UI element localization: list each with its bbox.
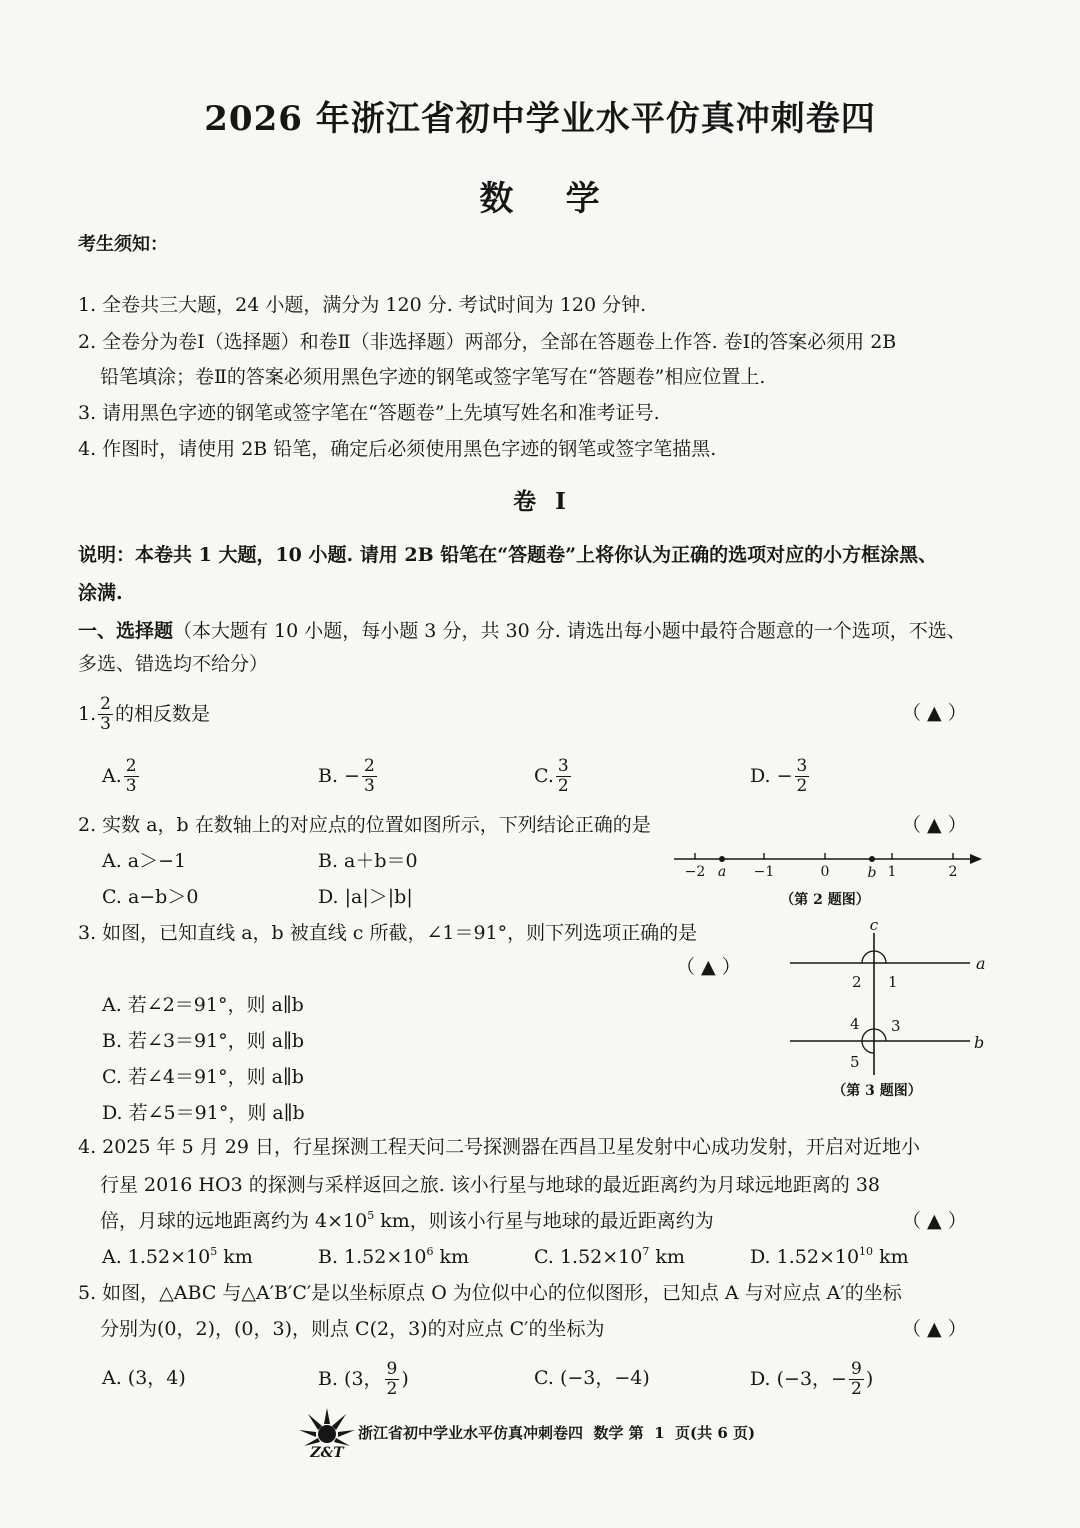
q5-option-b-pre: B. (3， xyxy=(318,1367,383,1390)
q1-option-a xyxy=(102,752,141,800)
q1-option-d-den: 2 xyxy=(796,775,808,796)
q4-option-a-post: km xyxy=(217,1246,253,1268)
q5-line-1: 5. 如图，△ABC 与△A′B′C′是以坐标原点 O 为位似中心的位似图形，已知点 A 与对应点 A′的坐标 xyxy=(78,1282,902,1304)
q2-point-b xyxy=(869,856,875,862)
exam-title: 2026 年浙江省初中学业水平仿真冲刺卷四 xyxy=(204,99,876,139)
q2-answer-mark: （ ▲ ） xyxy=(902,814,967,836)
notice-item-3: 3. 请用黑色字迹的钢笔或签字笔在“答题卷”上先填写姓名和准考证号. xyxy=(78,402,660,424)
volume-title: 卷 Ⅰ xyxy=(513,488,567,515)
q4-option-b-pre: B. 1.52×10 xyxy=(318,1246,427,1268)
q1-option-b-num: 2 xyxy=(363,755,375,776)
q2-number-line-figure xyxy=(660,840,990,910)
q1-frac-den: 3 xyxy=(100,713,111,734)
footer-logo-text: Z&T xyxy=(310,1445,344,1460)
q1-option-c-den: 2 xyxy=(557,775,569,796)
q2-option-d: D. |a|＞|b| xyxy=(318,886,413,908)
q2-label-minus2: −2 xyxy=(684,864,706,880)
volume-desc-2: 涂满. xyxy=(78,582,123,604)
q5-option-b xyxy=(318,1356,409,1402)
q1-option-b-frac xyxy=(362,757,377,795)
notice-heading: 考生须知： xyxy=(78,234,168,255)
q1-option-b xyxy=(318,752,379,800)
q4-line-2: 行星 2016 HO3 的探测与采样返回之旅. 该小行星与地球的最近距离约为月球远地距离的 38 xyxy=(100,1174,881,1196)
q5-option-d-num: 9 xyxy=(850,1358,862,1379)
q1-stem xyxy=(78,690,210,738)
q2-stem: 2. 实数 a，b 在数轴上的对应点的位置如图所示，下列结论正确的是 xyxy=(78,814,651,836)
q5-option-d-den: 2 xyxy=(850,1378,862,1399)
q4-line-3-exp: 5 xyxy=(367,1209,375,1222)
volume-desc-1: 说明：本卷共 1 大题，10 小题. 请用 2B 铅笔在“答题卷”上将你认为正确的选项对应的小方框涂黑、 xyxy=(78,544,938,566)
q1-option-a-den: 3 xyxy=(125,775,137,796)
q3-angle-arc-bottom-lower xyxy=(862,1041,874,1053)
q2-label-a: a xyxy=(717,864,727,880)
q1-option-d-num: 3 xyxy=(796,755,808,776)
q4-line-3 xyxy=(100,1209,714,1232)
q1-number: 1. xyxy=(78,702,97,725)
q4-option-b-post: km xyxy=(433,1246,470,1268)
q4-option-a xyxy=(102,1245,253,1268)
q1-option-c-label: C. xyxy=(534,764,554,787)
q2-label-0: 0 xyxy=(820,864,830,880)
q1-option-d-label: D. xyxy=(750,764,771,787)
q3-label-c: c xyxy=(869,916,879,934)
q2-label-2: 2 xyxy=(948,864,958,880)
q3-angle-1: 1 xyxy=(888,973,898,991)
q3-angle-3: 3 xyxy=(891,1017,901,1035)
footer-text: 浙江省初中学业水平仿真冲刺卷四 数学 第 1 页(共 6 页) xyxy=(358,1424,756,1442)
q2-option-c: C. a−b＞0 xyxy=(102,886,199,908)
q4-answer-mark: （ ▲ ） xyxy=(902,1210,967,1232)
q1-option-c xyxy=(534,752,573,800)
q1-answer-mark: （ ▲ ） xyxy=(902,702,967,724)
q5-option-d-pre: D. (−3，− xyxy=(750,1367,847,1390)
q4-option-c-exp: 7 xyxy=(642,1245,650,1258)
q4-option-a-exp: 5 xyxy=(210,1245,218,1258)
q3-option-d: D. 若∠5＝91°，则 a∥b xyxy=(102,1102,305,1124)
q2-label-minus1: −1 xyxy=(753,864,775,880)
q1-option-b-den: 3 xyxy=(363,775,375,796)
q1-option-a-label: A. xyxy=(102,764,122,787)
q3-answer-mark: （ ▲ ） xyxy=(676,956,741,978)
q3-option-b: B. 若∠3＝91°，则 a∥b xyxy=(102,1030,305,1052)
q4-line-1: 4. 2025 年 5 月 29 日，行星探测工程天问二号探测器在西昌卫星发射中心成功发射，开启对近地小 xyxy=(78,1136,920,1158)
q1-frac-num: 2 xyxy=(100,693,111,714)
q4-option-c-post: km xyxy=(649,1246,685,1268)
q2-figure-caption: （第 2 题图） xyxy=(780,892,870,908)
q3-angle-5: 5 xyxy=(850,1053,860,1071)
q1-option-a-num: 2 xyxy=(125,755,137,776)
q4-option-b xyxy=(318,1245,470,1268)
q2-label-1: 1 xyxy=(887,864,897,880)
section1-desc-1: （本大题有 10 小题，每小题 3 分，共 30 分. 请选出每小题中最符合题意的一个选项，不选、 xyxy=(173,620,966,642)
q4-line-3-pre: 倍，月球的远地距离约为 4×10 xyxy=(100,1210,368,1232)
q4-option-c-pre: C. 1.52×10 xyxy=(534,1246,643,1268)
q1-option-b-label: B. xyxy=(318,764,339,787)
q4-option-d xyxy=(750,1245,909,1268)
q5-option-b-post: ) xyxy=(401,1367,409,1390)
q1-option-a-frac xyxy=(124,757,139,795)
q1-option-c-frac xyxy=(556,757,571,795)
q2-label-b: b xyxy=(867,865,877,881)
q4-option-a-pre: A. 1.52×10 xyxy=(102,1246,211,1268)
q1-option-c-num: 3 xyxy=(557,755,569,776)
q3-figure-caption: （第 3 题图） xyxy=(832,1083,922,1099)
q4-option-b-exp: 6 xyxy=(426,1245,434,1258)
q4-option-c xyxy=(534,1245,685,1268)
q2-axis-arrow xyxy=(970,854,982,864)
q5-option-d xyxy=(750,1356,873,1402)
q5-option-d-frac xyxy=(849,1360,864,1398)
q3-label-b: b xyxy=(974,1033,985,1052)
q3-option-a: A. 若∠2＝91°，则 a∥b xyxy=(102,994,304,1016)
q1-text: 的相反数是 xyxy=(114,702,210,725)
subject-title: 数 学 xyxy=(479,179,601,219)
q2-option-a: A. a＞−1 xyxy=(102,850,187,872)
q3-parallel-lines-figure xyxy=(780,915,1000,1105)
q5-option-b-num: 9 xyxy=(386,1358,398,1379)
notice-item-4: 4. 作图时，请使用 2B 铅笔，确定后必须使用黑色字迹的钢笔或签字笔描黑. xyxy=(78,438,717,460)
q1-option-d xyxy=(750,752,811,800)
q4-line-3-post: km，则该小行星与地球的最近距离约为 xyxy=(374,1210,714,1232)
q1-option-d-frac xyxy=(795,757,810,795)
q3-angle-4: 4 xyxy=(850,1015,860,1033)
q5-option-b-den: 2 xyxy=(386,1378,398,1399)
notice-item-1: 1. 全卷共三大题，24 小题，满分为 120 分. 考试时间为 120 分钟. xyxy=(78,294,647,316)
q5-line-2: 分别为(0，2)，(0，3)，则点 C(2，3)的对应点 C′的坐标为 xyxy=(100,1318,605,1340)
q4-option-d-exp: 10 xyxy=(859,1245,874,1258)
section1-intro xyxy=(78,622,966,641)
notice-item-2: 2. 全卷分为卷Ⅰ（选择题）和卷Ⅱ（非选择题）两部分，全部在答题卷上作答. 卷Ⅰ的答案必须用 2B xyxy=(78,331,897,353)
q1-option-d-sign: − xyxy=(776,764,793,787)
q4-option-d-pre: D. 1.52×10 xyxy=(750,1246,860,1268)
q3-angle-2: 2 xyxy=(852,973,862,991)
q5-option-c: C. (−3，−4) xyxy=(534,1367,650,1389)
section1-heading: 一、选择题 xyxy=(78,620,174,642)
q2-point-a xyxy=(719,856,725,862)
q5-option-a: A. (3，4) xyxy=(102,1367,186,1389)
q5-answer-mark: （ ▲ ） xyxy=(902,1318,967,1340)
q3-option-c: C. 若∠4＝91°，则 a∥b xyxy=(102,1066,304,1088)
footer-logo-icon xyxy=(296,1404,358,1460)
q3-label-a: a xyxy=(976,954,986,973)
section1-desc-2: 多选、错选均不给分） xyxy=(78,653,269,675)
notice-item-2-cont: 铅笔填涂；卷Ⅱ的答案必须用黑色字迹的钢笔或签字笔写在“答题卷”相应位置上. xyxy=(100,366,766,388)
q5-option-b-frac xyxy=(385,1360,400,1398)
q4-option-d-post: km xyxy=(873,1246,909,1268)
q1-fraction xyxy=(98,695,113,733)
q3-stem: 3. 如图，已知直线 a，b 被直线 c 所截，∠1＝91°，则下列选项正确的是 xyxy=(78,922,698,944)
q2-option-b: B. a＋b＝0 xyxy=(318,850,418,872)
q1-option-b-sign: − xyxy=(344,764,360,787)
q5-option-d-post: ) xyxy=(865,1367,874,1390)
